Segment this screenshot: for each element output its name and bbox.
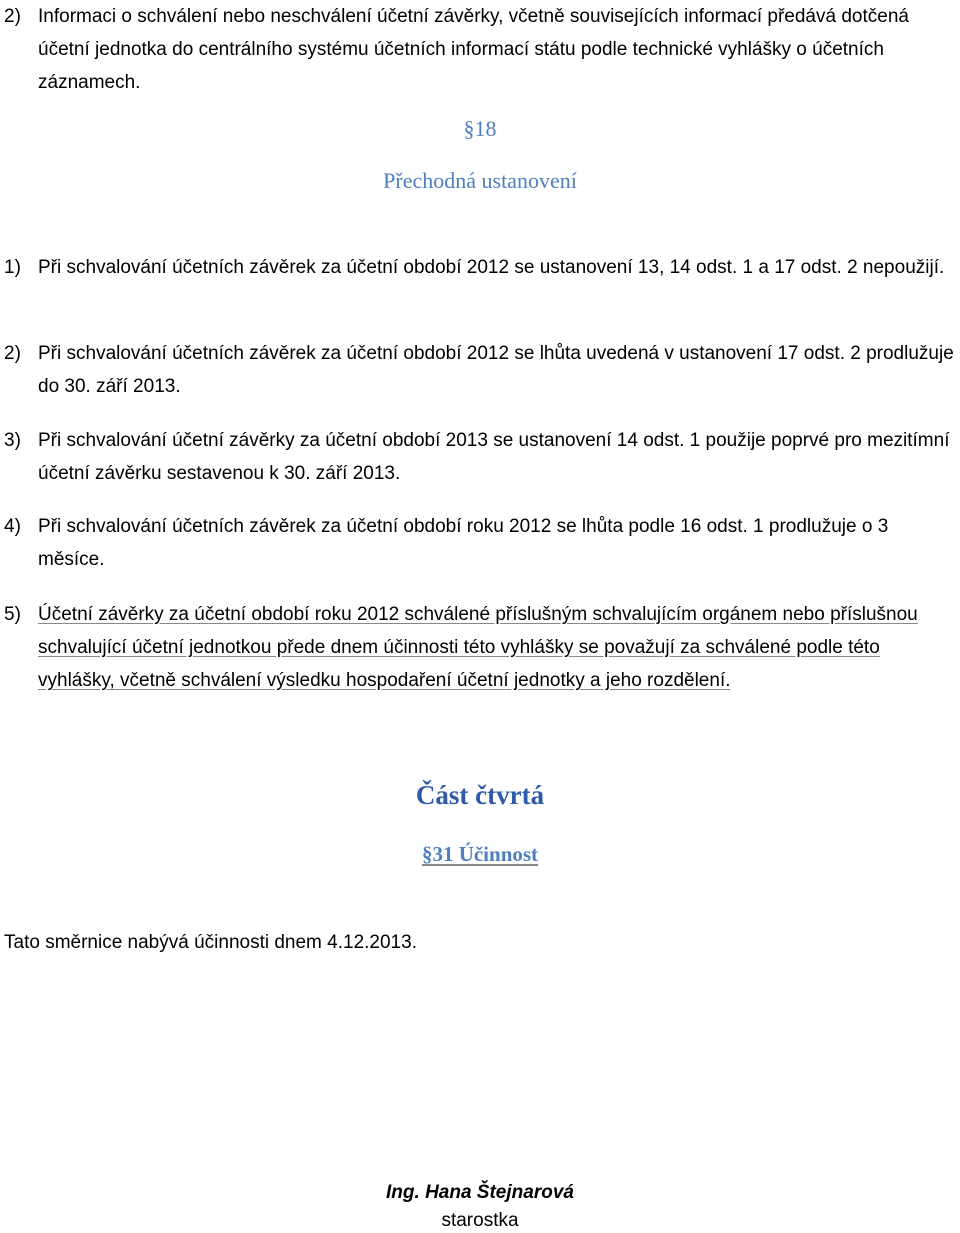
effective-date-text: Tato směrnice nabývá účinnosti dnem 4.12.2013. bbox=[4, 932, 417, 953]
item-number: 2) bbox=[4, 343, 21, 364]
section-sign-icon: § bbox=[463, 116, 475, 141]
item-number: 1) bbox=[4, 257, 21, 278]
item-text: Účetní závěrky za účetní období roku 2012 schválené příslušným schvalujícím orgánem nebo příslušnou schvalující účetní jednotkou přede dnem účinnosti této vyhlášky se považují za schválené podle této vyhlášky, včetně schválení výsledku hospodaření účetní jednotky a jeho rozdělení. bbox=[38, 604, 918, 691]
list-item bbox=[0, 510, 960, 576]
list-item bbox=[0, 251, 960, 284]
intro-number: 2) bbox=[4, 6, 21, 27]
effect-section-title: §31 Účinnost bbox=[421, 842, 539, 866]
section-18-subtitle: Přechodná ustanovení bbox=[383, 168, 577, 193]
item-number: 5) bbox=[4, 604, 21, 625]
signature-role: starostka bbox=[441, 1210, 519, 1231]
section-18-title: §18 bbox=[463, 116, 497, 141]
list-item bbox=[0, 337, 960, 403]
signature-name: Ing. Hana Štejnarová bbox=[386, 1182, 574, 1203]
section-sign-icon: § bbox=[421, 842, 433, 866]
item-text: Při schvalování účetní závěrky za účetní období 2013 se ustanovení 14 odst. 1 použije poprvé pro mezitímní účetní závěrku sestavenou k 30. září 2013. bbox=[38, 430, 950, 484]
intro-text: Informaci o schválení nebo neschválení účetní závěrky, včetně souvisejících informací předává dotčená účetní jednotka do centrálního systému účetních informací státu podle technické vyhlášky o účetních záznamech. bbox=[38, 6, 909, 93]
part-four-title: Část čtvrtá bbox=[415, 780, 545, 810]
item-text: Při schvalování účetních závěrek za účetní období 2012 se lhůta uvedená v ustanovení 17 odst. 2 prodlužuje do 30. září 2013. bbox=[38, 343, 954, 397]
item-text: Při schvalování účetních závěrek za účetní období roku 2012 se lhůta podle 16 odst. 1 prodlužuje o 3 měsíce. bbox=[38, 516, 889, 570]
item-number: 3) bbox=[4, 430, 21, 451]
list-item bbox=[0, 424, 960, 490]
item-text: Při schvalování účetních závěrek za účetní období 2012 se ustanovení 13, 14 odst. 1 a 17 odst. 2 nepoužijí. bbox=[38, 257, 945, 278]
intro-paragraph bbox=[0, 0, 960, 99]
item-number: 4) bbox=[4, 516, 21, 537]
list-item bbox=[0, 598, 960, 697]
